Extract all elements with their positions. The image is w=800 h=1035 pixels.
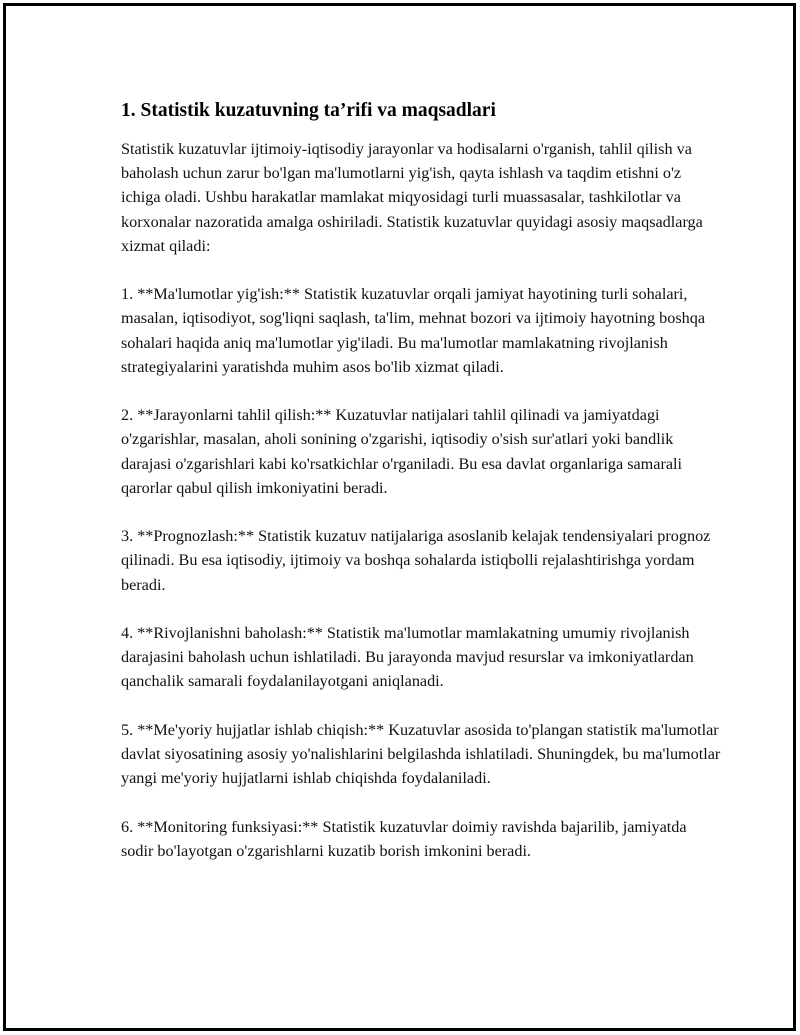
page-border — [3, 3, 796, 1031]
intro-paragraph: Statistik kuzatuvlar ijtimoiy-iqtisodiy jarayonlar va hodisalarni o'rganish, tahlil qilish va baholash uchun zarur bo'lgan ma'lumotlarni yig'ish, qayta ishlash va taqdim etishni o'z ichiga oladi. Ushbu harakatlar mamlakat miqyosidagi turli muassasalar, tashkilotlar va korxonalar nazoratida amalga oshiriladi. Statistik kuzatuvlar quyidagi asosiy maqsadlarga xizmat qiladi: — [121, 140, 703, 255]
list-item-data-collection: 1. **Ma'lumotlar yig'ish:** Statistik kuzatuvlar orqali jamiyat hayotining turli sohalari, masalan, iqtisodiyot, sog'liqni saqlash, ta'lim, mehnat bozori va ijtimoiy hayotning boshqa sohalari haqida aniq ma'lumotlar yig'iladi. Bu ma'lumotlar mamlakatning rivojlanish strategiyalarini yaratishda muhim asos bo'lib xizmat qiladi. — [121, 285, 706, 376]
paragraph-spacer — [121, 379, 721, 403]
list-item-forecasting: 3. **Prognozlash:** Statistik kuzatuv natijalariga asoslanib kelajak tendensiyalari prognoz qilinadi. Bu esa iqtisodiy, ijtimoiy va boshqa sohalarda istiqbolli rejalashtirishga yordam beradi. — [121, 527, 711, 594]
list-item-development-assessment: 4. **Rivojlanishni baholash:** Statistik ma'lumotlar mamlakatning umumiy rivojlanish darajasini baholash uchun ishlatiladi. Bu jarayonda mavjud resurslar va imkoniyatlardan qanchalik samarali foydalanilayotgani aniqlanadi. — [121, 624, 694, 691]
list-item-monitoring: 6. **Monitoring funksiyasi:** Statistik kuzatuvlar doimiy ravishda bajarilib, jamiyatda sodir bo'layotgan o'zgarishlarni kuzatib borish imkonini beradi. — [121, 817, 687, 860]
paragraph-spacer — [121, 790, 721, 814]
list-item-process-analysis: 2. **Jarayonlarni tahlil qilish:** Kuzatuvlar natijalari tahlil qilinadi va jamiyatdagi o'zgarishlar, masalan, aholi sonining o'zgarishi, iqtisodiy o'sish sur'atlari yoki bandlik darajasi o'zgarishlari kabi ko'rsatkichlar o'rganiladi. Bu esa davlat organlariga samarali qarorlar qabul qilish imkoniyatini beradi. — [121, 406, 683, 497]
section-heading: 1. Statistik kuzatuvning ta’rifi va maqsadlari — [121, 100, 496, 121]
paragraph-spacer — [121, 258, 721, 282]
paragraph-spacer — [121, 597, 721, 621]
paragraph-spacer — [121, 694, 721, 718]
paragraph-spacer — [121, 500, 721, 524]
list-item-regulatory-documents: 5. **Me'yoriy hujjatlar ishlab chiqish:** Kuzatuvlar asosida to'plangan statistik ma'lumotlar davlat siyosatining asosiy yo'nalishlarini belgilashda ishlatiladi. Shuningdek, bu ma'lumotlar yangi me'yoriy hujjatlarni ishlab chiqishda foydalaniladi. — [121, 720, 721, 788]
document-body — [121, 99, 721, 863]
